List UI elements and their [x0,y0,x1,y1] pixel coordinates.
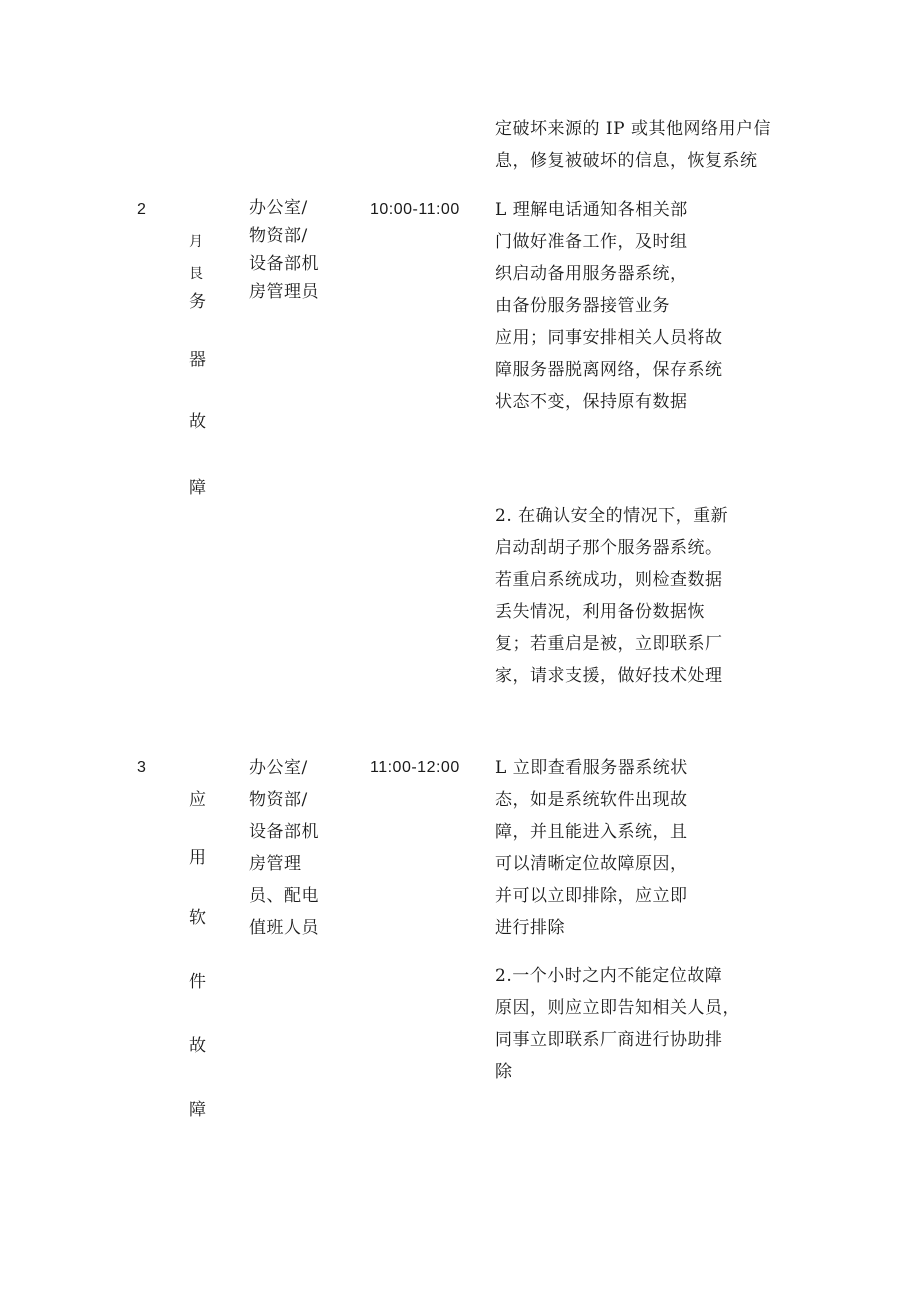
fault-char: 故 [189,1036,207,1056]
fault-char: 软 [189,908,207,928]
fault-char: 用 [189,848,207,868]
fault-char: 器 [189,350,207,370]
procedure-step-1: L 理解电话通知各相关部 门做好准备工作，及时组 织启动备用服务器系统， 由备份服务器接管业务 应用；同事安排相关人员将故 障服务器脱离网络，保存系统 状态不变，保持原有数据 [495,200,723,412]
fault-char: 月艮 [189,234,204,282]
fault-type [189,194,211,536]
department: 办公室/ 物资部/ 设备部机 房管理员 [249,198,319,302]
department: 办公室/ 物资部/ 设备部机 房管理 员、配电 值班人员 [249,758,319,938]
row-number: 3 [137,759,147,776]
fault-char: 故 [189,412,207,432]
procedure-step-1: L 立即查看服务器系统状 态，如是系统软件出现故 障，并且能进入系统，且 可以清晰定位故障原因， 并可以立即排除，应立即 进行排除 [495,758,688,938]
time-slot: 10:00-11:00 [370,201,460,218]
time-slot: 11:00-12:00 [370,759,460,776]
intro-text: 定破坏来源的 IP 或其他网络用户信 息，修复被破坏的信息，恢复系统 [495,119,771,171]
row-number: 2 [137,201,147,218]
fault-char: 障 [189,1100,207,1120]
procedure-step-2: 2. 在确认安全的情况下，重新 启动刮胡子那个服务器系统。 若重启系统成功，则检查数据 丢失情况，利用备份数据恢 复；若重启是被，立即联系厂 家，请求支援，做好技术处理 [495,506,729,686]
fault-type [189,752,211,1158]
fault-char: 障 [189,478,207,498]
fault-char: 应 [189,790,207,810]
fault-char: 务 [189,292,207,312]
fault-char: 件 [189,972,207,992]
procedure-step-2: 2.一个小时之内不能定位故障 原因，则应立即告知相关人员， 同事立即联系厂商进行协助排 除 [495,966,740,1082]
